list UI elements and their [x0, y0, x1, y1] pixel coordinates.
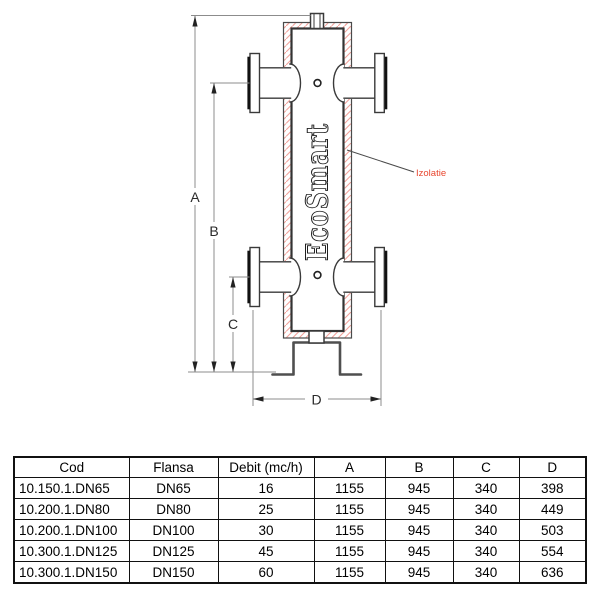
cell-cod: 10.200.1.DN100	[14, 520, 129, 541]
dim-label-d: D	[311, 391, 322, 408]
table-row	[14, 478, 586, 499]
cell-a: 1155	[314, 562, 385, 584]
cell-a: 1155	[314, 499, 385, 520]
table-row	[14, 499, 586, 520]
cell-d: 398	[519, 478, 586, 499]
cell-b: 945	[385, 562, 453, 584]
cell-cod: 10.150.1.DN65	[14, 478, 129, 499]
cell-debit: 60	[218, 562, 314, 584]
cell-a: 1155	[314, 478, 385, 499]
upper-vent-hole	[314, 80, 321, 87]
cell-d: 449	[519, 499, 586, 520]
cell-debit: 16	[218, 478, 314, 499]
spec-table	[13, 456, 587, 584]
table-header-row	[14, 457, 586, 478]
cell-b: 945	[385, 499, 453, 520]
cell-c: 340	[453, 478, 519, 499]
header-flansa: Flansa	[129, 457, 218, 478]
header-cod: Cod	[14, 457, 129, 478]
cell-debit: 45	[218, 541, 314, 562]
cell-flansa: DN100	[129, 520, 218, 541]
cell-c: 340	[453, 541, 519, 562]
spec-table-container	[13, 456, 587, 584]
lower-vent-hole	[314, 272, 321, 279]
bottom-fitting	[309, 331, 324, 343]
table-row	[14, 541, 586, 562]
header-debit: Debit (mc/h)	[218, 457, 314, 478]
cell-c: 340	[453, 520, 519, 541]
brand-label: EcoSmart	[300, 89, 336, 261]
header-a: A	[314, 457, 385, 478]
cell-flansa: DN80	[129, 499, 218, 520]
cell-b: 945	[385, 478, 453, 499]
cell-c: 340	[453, 562, 519, 584]
cell-d: 554	[519, 541, 586, 562]
cell-cod: 10.300.1.DN150	[14, 562, 129, 584]
cell-flansa: DN150	[129, 562, 218, 584]
dim-label-a: A	[190, 189, 200, 205]
flange-plate	[250, 248, 260, 307]
header-d: D	[519, 457, 586, 478]
cell-c: 340	[453, 499, 519, 520]
cell-debit: 30	[218, 520, 314, 541]
table-row	[14, 562, 586, 584]
cell-debit: 25	[218, 499, 314, 520]
cell-b: 945	[385, 541, 453, 562]
cell-cod: 10.200.1.DN80	[14, 499, 129, 520]
header-c: C	[453, 457, 519, 478]
cell-flansa: DN125	[129, 541, 218, 562]
insulation-label: Izolatie	[416, 168, 447, 179]
flange-plate	[375, 54, 385, 113]
cell-a: 1155	[314, 520, 385, 541]
flange-plate	[375, 248, 385, 307]
cell-d: 503	[519, 520, 586, 541]
cell-a: 1155	[314, 541, 385, 562]
cell-cod: 10.300.1.DN125	[14, 541, 129, 562]
header-b: B	[385, 457, 453, 478]
cell-b: 945	[385, 520, 453, 541]
dim-label-b: B	[209, 223, 219, 239]
support-bracket	[273, 343, 362, 375]
insulation-leader-line	[347, 150, 414, 172]
dim-label-c: C	[227, 316, 239, 332]
table-row	[14, 520, 586, 541]
top-fitting	[311, 14, 324, 29]
cell-flansa: DN65	[129, 478, 218, 499]
flange-plate	[250, 54, 260, 113]
cell-d: 636	[519, 562, 586, 584]
